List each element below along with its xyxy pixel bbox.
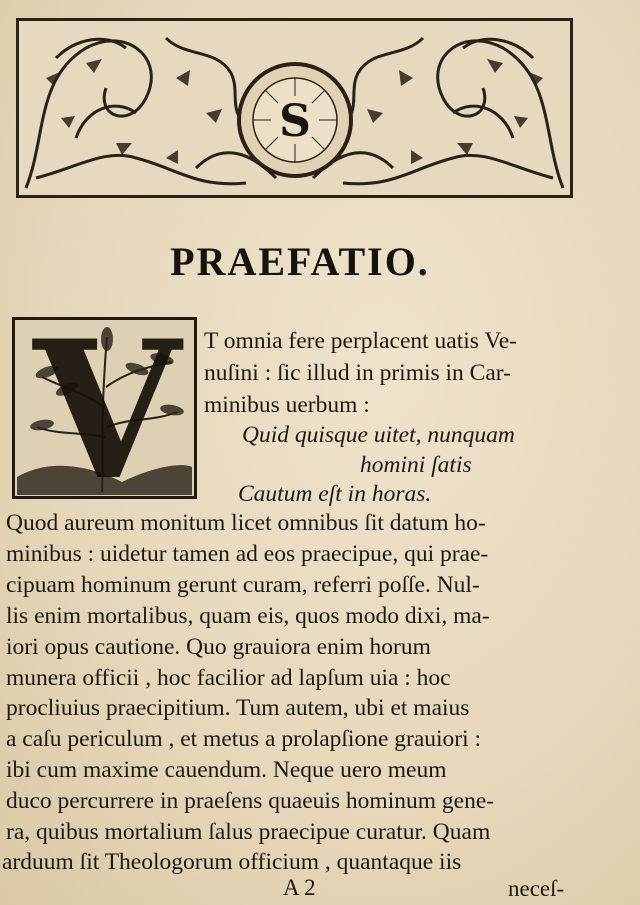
text-line: ra, quibus mortalium ſalus praecipue curatur. Quam: [6, 819, 491, 845]
text-line: minibus uerbum :: [204, 392, 370, 418]
text-line: minibus : uidetur tamen ad eos praecipue, qui prae-: [6, 541, 489, 567]
text-line: iori opus cautione. Quo grauiora enim horum: [6, 634, 431, 660]
signature-mark: A 2: [283, 875, 316, 900]
text-line: arduum ſit Theologorum officium , quantaque iis: [2, 849, 462, 875]
text-line: a caſu periculum , et metus a prolapſione grauiori :: [6, 726, 482, 752]
verse-line: Quid quisque uitet, nunquam: [242, 422, 515, 448]
text-line: nuſini : ſic illud in primis in Car-: [204, 360, 511, 386]
catchword: neceſ-: [508, 876, 565, 901]
text-line: procliuius praecipitium. Tum autem, ubi et maius: [6, 695, 470, 721]
text-line: munera officii , hoc facilior ad lapſum uia : hoc: [6, 665, 451, 691]
text-line: Quod aureum monitum licet omnibus ſit datum ho-: [6, 510, 486, 536]
text-line: lis enim mortalibus, quam eis, quos modo dixi, ma-: [6, 603, 490, 629]
page-title: PRAEFATIO.: [170, 239, 430, 284]
verse-line: Cautum eſt in horas.: [238, 481, 432, 507]
verse-line: homini ſatis: [360, 452, 472, 478]
drop-cap-letter: V: [33, 317, 181, 499]
text-line: T omnia fere perplacent uatis Ve-: [204, 328, 517, 354]
text-line: ibi cum maxime cauendum. Neque uero meum: [6, 757, 447, 783]
decorated-initial: [12, 317, 197, 499]
text-line: cipuam hominum gerunt curam, referri poſſe. Nul-: [6, 572, 480, 598]
ornamental-headpiece: [16, 18, 573, 198]
text-line: duco percurrere in praeſens quaeuis hominum gene-: [6, 788, 495, 814]
headpiece-monogram: S: [279, 96, 311, 147]
